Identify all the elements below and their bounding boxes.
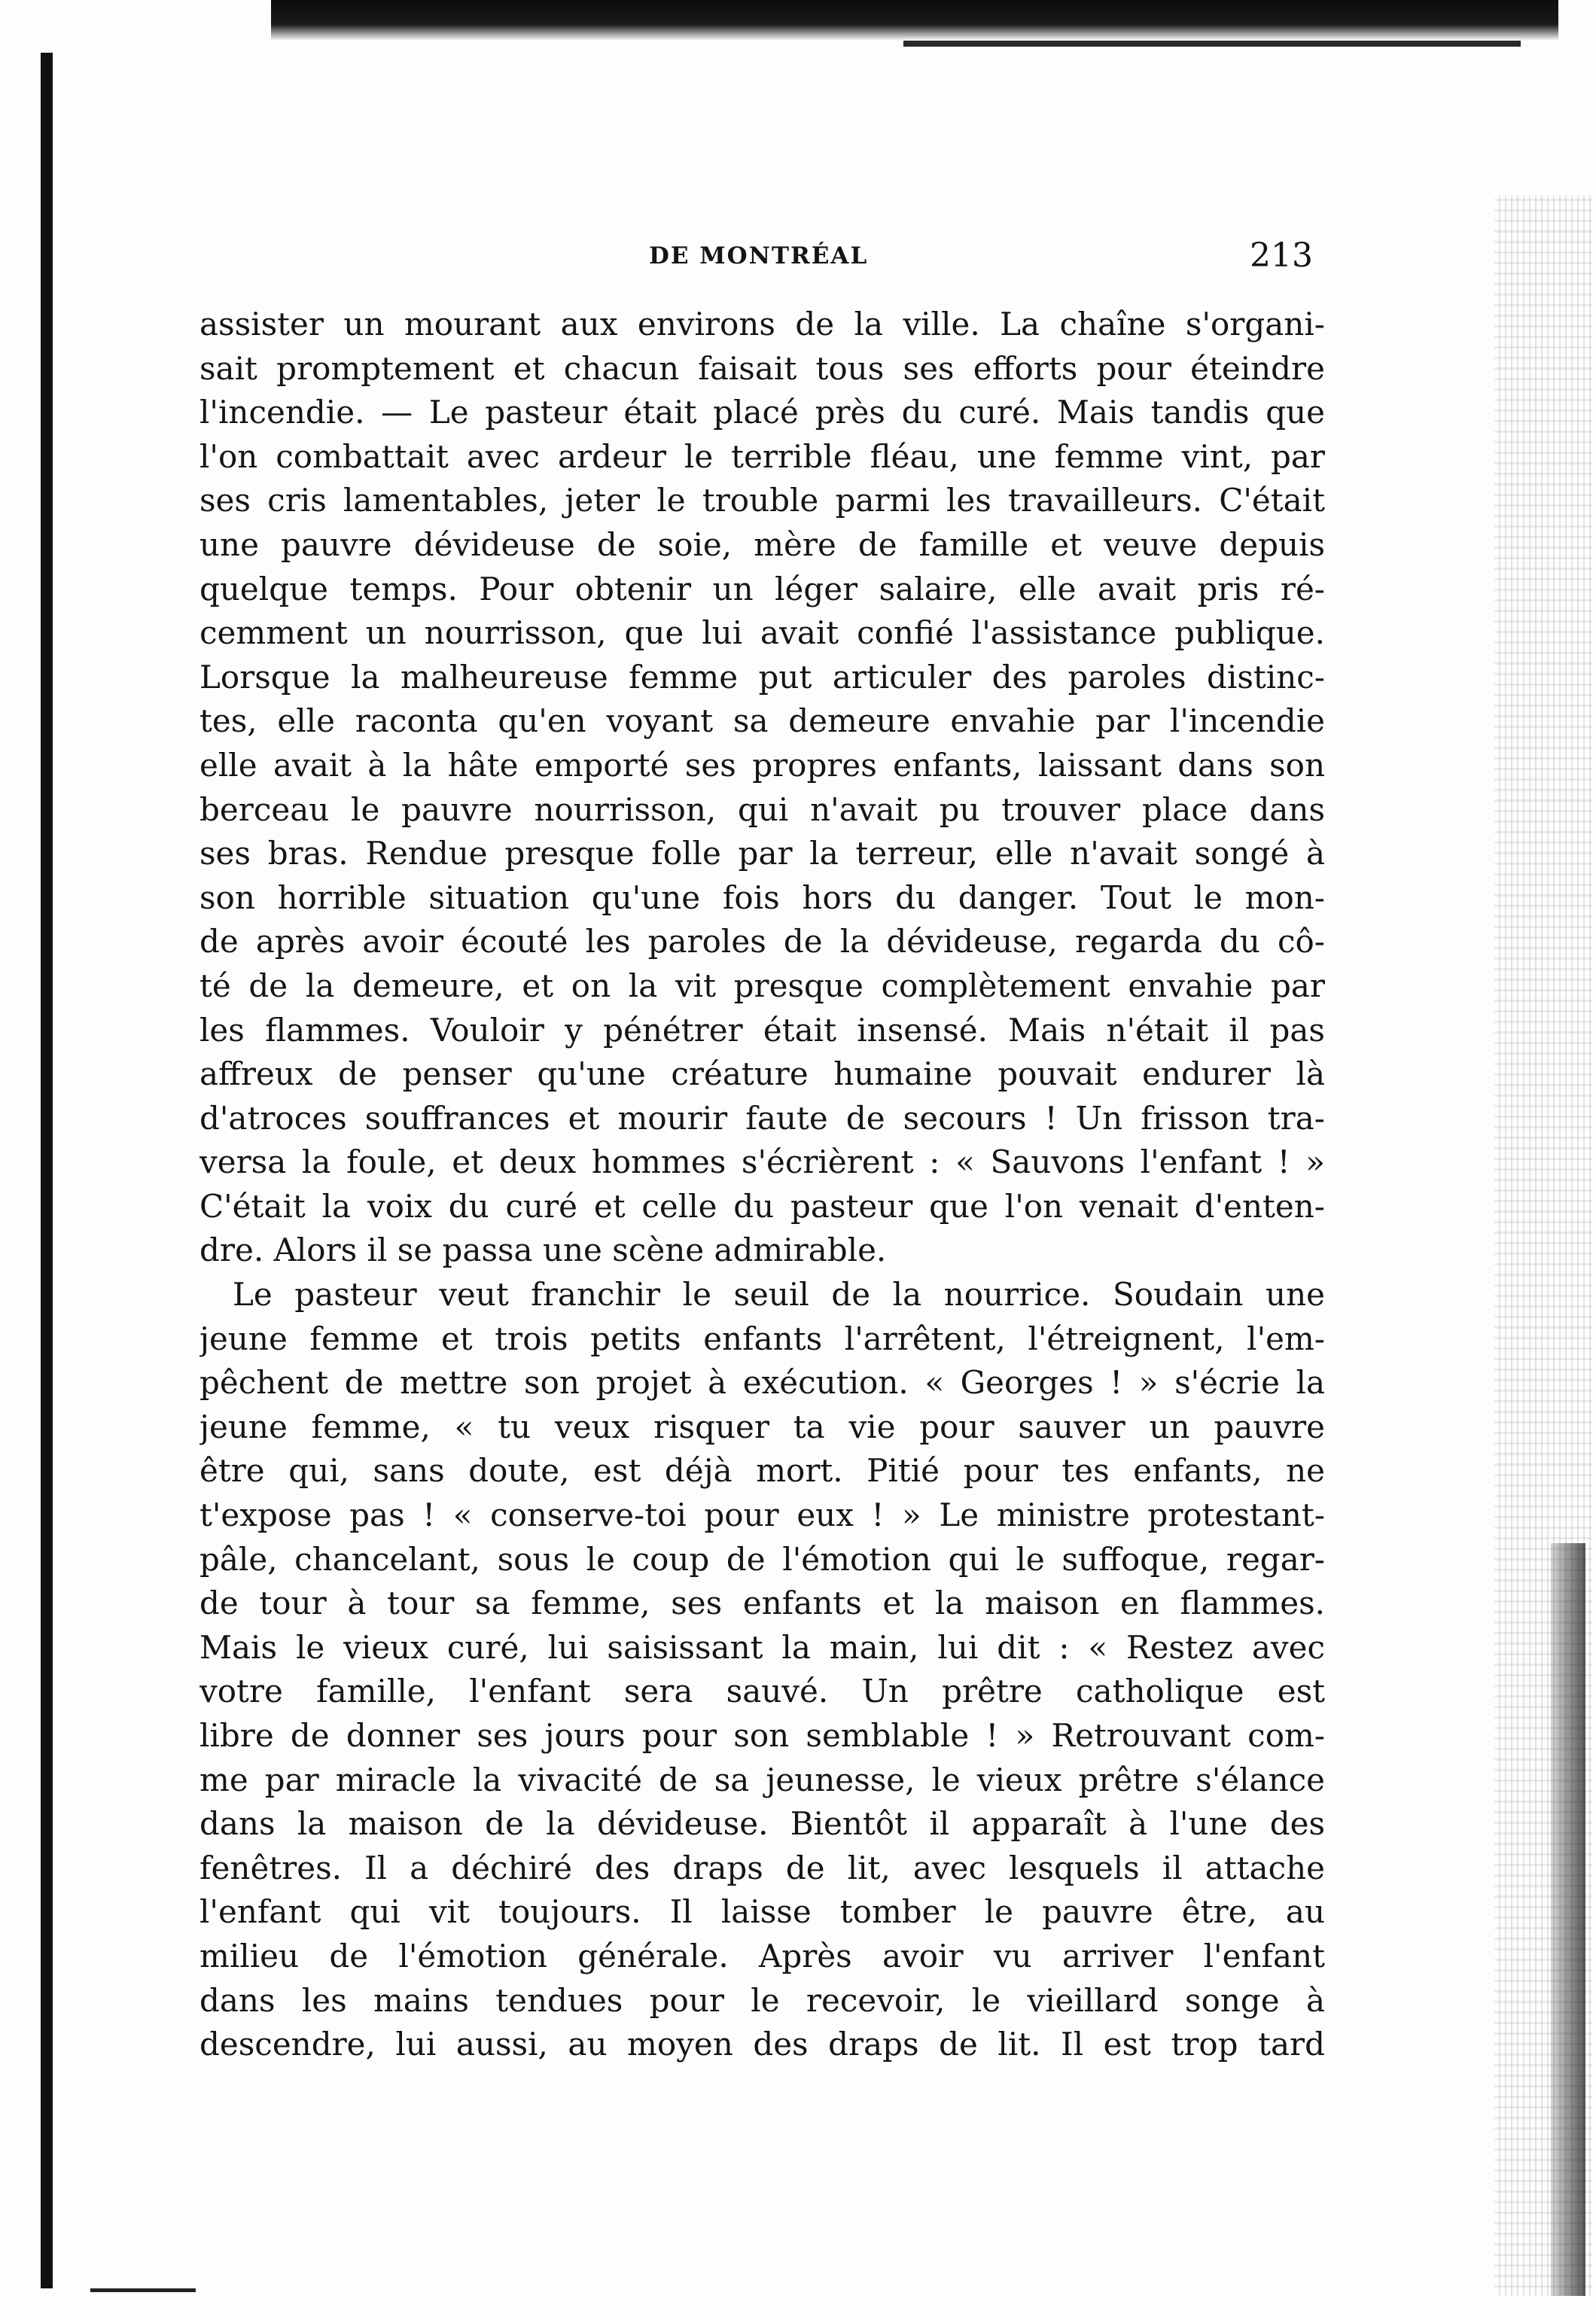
text-line: les flammes. Vouloir y pénétrer était insensé. Mais n'était il pas [200,1011,1325,1049]
text-line: l'on combattait avec ardeur le terrible fléau, une femme vint, par [200,437,1325,475]
text-line: jeune femme et trois petits enfants l'arrêtent, l'étreignent, l'em- [200,1320,1325,1357]
text-line: son horrible situation qu'une fois hors du danger. Tout le mon- [200,878,1325,916]
text-line: t'expose pas ! « conserve-toi pour eux ! » Le ministre protestant- [200,1496,1325,1534]
text-line: pâle, chancelant, sous le coup de l'émotion qui le suffoque, regar- [200,1540,1325,1578]
text-line: elle avait à la hâte emporté ses propres enfants, laissant dans son [200,746,1325,784]
page-number: 213 [1250,236,1313,275]
text-line: ses bras. Rendue presque folle par la terreur, elle n'avait songé à [200,835,1325,872]
text-line: jeune femme, « tu veux risquer ta vie pour sauver un pauvre [200,1408,1325,1445]
text-line: être qui, sans doute, est déjà mort. Pitié pour tes enfants, ne [200,1452,1325,1490]
text-line: Mais le vieux curé, lui saisissant la main, lui dit : « Restez avec [200,1628,1325,1666]
body-text [200,303,1325,2067]
text-line: une pauvre dévideuse de soie, mère de famille et veuve depuis [200,525,1325,563]
scan-bottom-mark [90,2288,196,2292]
text-line: versa la foule, et deux hommes s'écrièrent : « Sauvons l'enfant ! » [200,1143,1325,1181]
text-line: milieu de l'émotion générale. Après avoir vu arriver l'enfant [200,1937,1325,1974]
running-title: DE MONTRÉAL [649,242,869,269]
text-line: pêchent de mettre son projet à exécution. « Georges ! » s'écrie la [200,1364,1325,1402]
text-line: me par miracle la vivacité de sa jeunesse, le vieux prêtre s'élance [200,1761,1325,1798]
text-line: d'atroces souffrances et mourir faute de secours ! Un frisson tra- [200,1099,1325,1137]
text-line: cemment un nourrisson, que lui avait confié l'assistance publique. [200,614,1325,652]
scan-right-shadow [1551,1543,1585,2296]
text-line: Lorsque la malheureuse femme put articuler des paroles distinc- [200,658,1325,696]
text-line: sait promptement et chacun faisait tous ses efforts pour éteindre [200,349,1325,387]
scan-left-edge [41,53,53,2288]
text-line: de tour à tour sa femme, ses enfants et la maison en flammes. [200,1585,1325,1622]
text-line: affreux de penser qu'une créature humaine pouvait endurer là [200,1055,1325,1093]
text-line: votre famille, l'enfant sera sauvé. Un prêtre catholique est [200,1673,1325,1710]
text-line: dans la maison de la dévideuse. Bientôt il apparaît à l'une des [200,1805,1325,1843]
text-line: Le pasteur veut franchir le seuil de la nourrice. Soudain une [233,1276,1325,1314]
text-line: berceau le pauvre nourrisson, qui n'avait pu trouver place dans [200,790,1325,828]
text-line: libre de donner ses jours pour son semblable ! » Retrouvant com- [200,1717,1325,1754]
text-line: assister un mourant aux environs de la ville. La chaîne s'organi- [200,306,1325,343]
text-line: quelque temps. Pour obtenir un léger salaire, elle avait pris ré- [200,570,1325,607]
text-line: fenêtres. Il a déchiré des draps de lit, avec lesquels il attache [200,1849,1325,1886]
text-line: dre. Alors il se passa une scène admirable. [200,1232,887,1269]
text-line: ses cris lamentables, jeter le trouble parmi les travailleurs. C'était [200,482,1325,519]
text-line: de après avoir écouté les paroles de la dévideuse, regarda du cô- [200,923,1325,961]
text-line: l'incendie. — Le pasteur était placé près du curé. Mais tandis que [200,394,1325,431]
text-line: descendre, lui aussi, au moyen des draps de lit. Il est trop tard [200,2026,1325,2063]
text-line: tes, elle raconta qu'en voyant sa demeure envahie par l'incendie [200,702,1325,740]
text-line: té de la demeure, et on la vit presque complètement envahie par [200,967,1325,1004]
text-line: C'était la voix du curé et celle du pasteur que l'on venait d'enten- [200,1187,1325,1225]
text-line: l'enfant qui vit toujours. Il laisse tomber le pauvre être, au [200,1893,1325,1931]
scan-top-line [903,41,1521,47]
scan-top-shadow [271,0,1558,41]
text-line: dans les mains tendues pour le recevoir, le vieillard songe à [200,1981,1325,2019]
